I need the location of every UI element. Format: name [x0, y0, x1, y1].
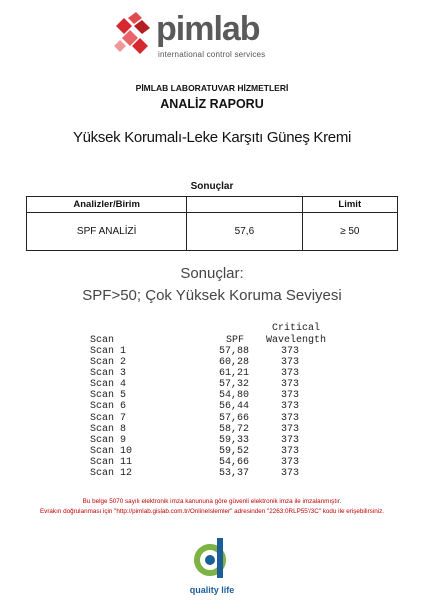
spf-column: [219, 346, 249, 479]
results-row: [27, 213, 398, 251]
results-caption: Sonuçlar: [190, 181, 234, 192]
pimlab-diamond-icon: [112, 12, 152, 56]
scan-label: Scan 7: [90, 412, 127, 424]
product-name: Yüksek Korumalı-Leke Karşıtı Güneş Kremi: [72, 129, 352, 146]
scan-label: Scan 9: [90, 434, 127, 446]
scan-column: [90, 346, 132, 479]
spf-value: 61,21: [219, 368, 250, 380]
scan-label: Scan 6: [90, 401, 127, 413]
scan-label: Scan 1: [90, 346, 127, 357]
spf-value: 58,72: [219, 423, 250, 435]
header-limit: Limit: [302, 197, 397, 213]
header-critical: Critical: [272, 323, 321, 334]
spf-value: 57,88: [219, 346, 250, 357]
wavelength-value: 373: [281, 401, 300, 413]
quality-life-text: quality life: [189, 585, 235, 595]
wavelength-value: 373: [281, 357, 300, 369]
header-analysis: Analizler/Birim: [27, 197, 187, 213]
wavelength-value: 373: [281, 379, 300, 391]
spf-value: 60,28: [219, 357, 250, 369]
wavelength-value: 373: [281, 445, 300, 457]
scan-label: Scan 11: [90, 456, 133, 468]
verification-note: Evrakın doğrulanması için "http://pimlab.gislab.com.tr/OnlineIslemler" adresinden "2263:0RLP55'/3C" kodu ile erişebilirsiniz.: [39, 508, 385, 515]
wavelength-value: 373: [281, 346, 300, 357]
spf-value: 54,80: [219, 390, 250, 402]
spf-value: 56,44: [219, 401, 250, 413]
wavelength-column: [281, 346, 299, 479]
signature-note: Bu belge 5070 sayılı elektronik imza kanununa göre güvenli elektronik imza ile imzalanmıştır.: [82, 498, 342, 505]
wavelength-value: 373: [281, 423, 300, 435]
scan-label: Scan 4: [90, 379, 127, 391]
scan-label: Scan 10: [90, 445, 133, 457]
summary-conclusion: SPF>50; Çok Yüksek Koruma Seviyesi: [82, 287, 342, 304]
header-wavelength: Wavelength: [266, 335, 327, 346]
spf-value: 54,66: [219, 456, 250, 468]
scan-label: Scan 3: [90, 368, 127, 380]
scan-label: Scan 2: [90, 357, 127, 369]
brand-pim: pim: [156, 10, 214, 48]
results-header-row: [27, 197, 398, 213]
wavelength-value: 373: [281, 412, 300, 424]
spf-value: 59,33: [219, 434, 250, 446]
spf-value: 57,66: [219, 412, 250, 424]
wavelength-value: 373: [281, 468, 300, 480]
brand-name: [156, 12, 260, 46]
header-blank: [187, 197, 302, 213]
wavelength-value: 373: [281, 368, 300, 380]
scan-label: Scan 12: [90, 468, 133, 480]
scan-label: Scan 8: [90, 423, 127, 435]
results-table: [26, 196, 398, 251]
brand-tagline: international control services: [158, 50, 266, 59]
analysis-value: 57,6: [187, 213, 302, 251]
summary-title: Sonuçlar:: [180, 265, 244, 282]
spf-value: 59,52: [219, 445, 250, 457]
wavelength-value: 373: [281, 434, 300, 446]
header-scan: Scan: [90, 335, 115, 346]
wavelength-value: 373: [281, 456, 300, 468]
quality-life-logo-icon: [190, 536, 234, 580]
analysis-name: SPF ANALİZİ: [27, 213, 187, 251]
header-spf: SPF: [226, 335, 245, 346]
scan-label: Scan 5: [90, 390, 127, 402]
spf-value: 53,37: [219, 468, 250, 480]
analysis-limit: ≥ 50: [302, 213, 397, 251]
wavelength-value: 373: [281, 390, 300, 402]
spf-value: 57,32: [219, 379, 250, 391]
brand-lab: lab: [213, 10, 260, 48]
report-title: ANALİZ RAPORU: [160, 97, 264, 111]
services-heading: PİMLAB LABORATUVAR HİZMETLERİ: [135, 83, 289, 93]
